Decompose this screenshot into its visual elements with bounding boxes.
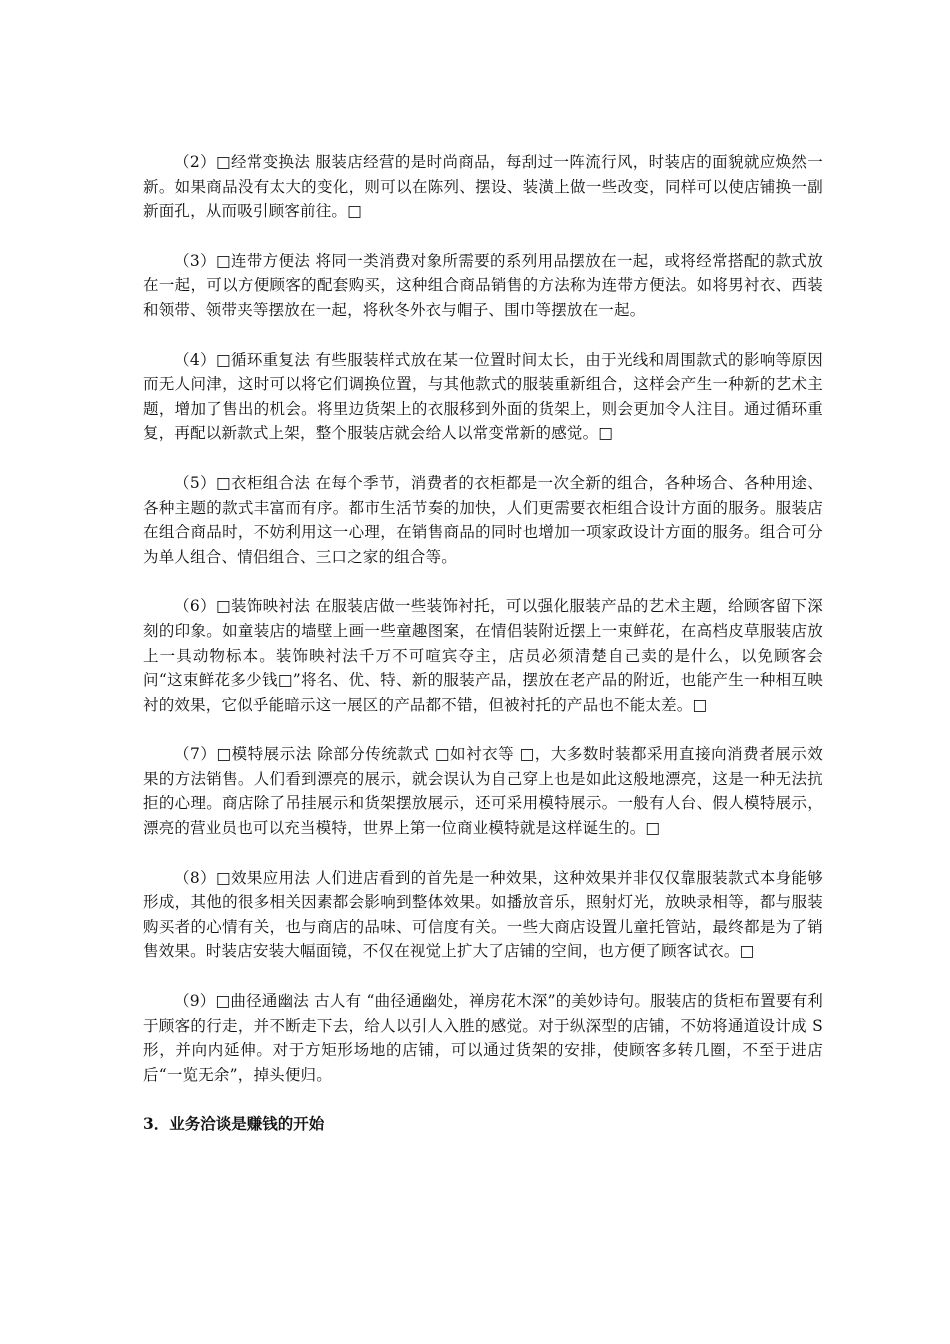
paragraph-method-6: （6）□装饰映衬法 在服装店做一些装饰衬托，可以强化服装产品的艺术主题，给顾客留下深刻的印象。如童装店的墙壁上画一些童趣图案，在情侣装附近摆上一束鲜花，在高档皮草服装店放上一具动物标本。装饰映衬法千万不可喧宾夺主，店员必须清楚自己卖的是什么，以免顾客会问“这束鲜花多少钱□”将名、优、特、新的服装产品，摆放在老产品的附近，也能产生一种相互映衬的效果，它似乎能暗示这一展区的产品都不错，但被衬托的产品也不能太差。□ xyxy=(143,597,823,714)
section-heading: 3．业务洽谈是赚钱的开始 xyxy=(143,1114,325,1134)
paragraph-method-7: （7）□模特展示法 除部分传统款式 □如衬衣等 □，大多数时装都采用直接向消费者展示效果的方法销售。人们看到漂亮的展示，就会误认为自己穿上也是如此这般地漂亮，这是一种无法抗拒的心理。商店除了吊挂展示和货架摆放展示，还可采用模特展示。一般有人台、假人模特展示，漂亮的营业员也可以充当模特，世界上第一位商业模特就是这样诞生的。□ xyxy=(143,745,823,838)
paragraph-method-2: （2）□经常变换法 服装店经营的是时尚商品，每刮过一阵流行风，时装店的面貌就应焕然一新。如果商品没有太大的变化，则可以在陈列、摆设、装潢上做一些改变，同样可以使店铺换一副新面孔，从而吸引顾客前往。□ xyxy=(143,153,823,221)
document-page xyxy=(143,150,823,1136)
paragraph-method-9: （9）□曲径通幽法 古人有 “曲径通幽处，禅房花木深”的美妙诗句。服装店的货柜布置要有利于顾客的行走，并不断走下去，给人以引人入胜的感觉。对于纵深型的店铺，不妨将通道设计成 S形，并向内延伸。对于方矩形场地的店铺，可以通过货架的安排，使顾客多转几圈，不至于进店后“一览无余”，掉头便归。 xyxy=(143,992,823,1084)
paragraph-method-8: （8）□效果应用法 人们进店看到的首先是一种效果，这种效果并非仅仅靠服装款式本身能够形成，其他的很多相关因素都会影响到整体效果。如播放音乐，照射灯光，放映录相等，都与服装购买者的心情有关，也与商店的品味、可信度有关。一些大商店设置儿童托管站，最终都是为了销售效果。时装店安装大幅面镜，不仅在视觉上扩大了店铺的空间，也方便了顾客试衣。□ xyxy=(143,868,823,961)
paragraph-method-5: （5）□衣柜组合法 在每个季节，消费者的衣柜都是一次全新的组合，各种场合、各种用途、各种主题的款式丰富而有序。都市生活节奏的加快，人们更需要衣柜组合设计方面的服务。服装店在组合商品时，不妨利用这一心理，在销售商品的同时也增加一项家政设计方面的服务。组合可分为单人组合、情侣组合、三口之家的组合等。 xyxy=(143,473,823,566)
paragraph-method-4: （4）□循环重复法 有些服装样式放在某一位置时间太长，由于光线和周围款式的影响等原因而无人问津，这时可以将它们调换位置，与其他款式的服装重新组合，这样会产生一种新的艺术主题，增加了售出的机会。将里边货架上的衣服移到外面的货架上，则会更加令人注目。通过循环重复，再配以新款式上架，整个服装店就会给人以常变常新的感觉。□ xyxy=(143,350,823,443)
paragraph-method-3: （3）□连带方便法 将同一类消费对象所需要的系列用品摆放在一起，或将经常搭配的款式放在一起，可以方便顾客的配套购买，这种组合商品销售的方法称为连带方便法。如将男衬衣、西装和领带、领带夹等摆放在一起，将秋冬外衣与帽子、围巾等摆放在一起。 xyxy=(143,251,823,319)
